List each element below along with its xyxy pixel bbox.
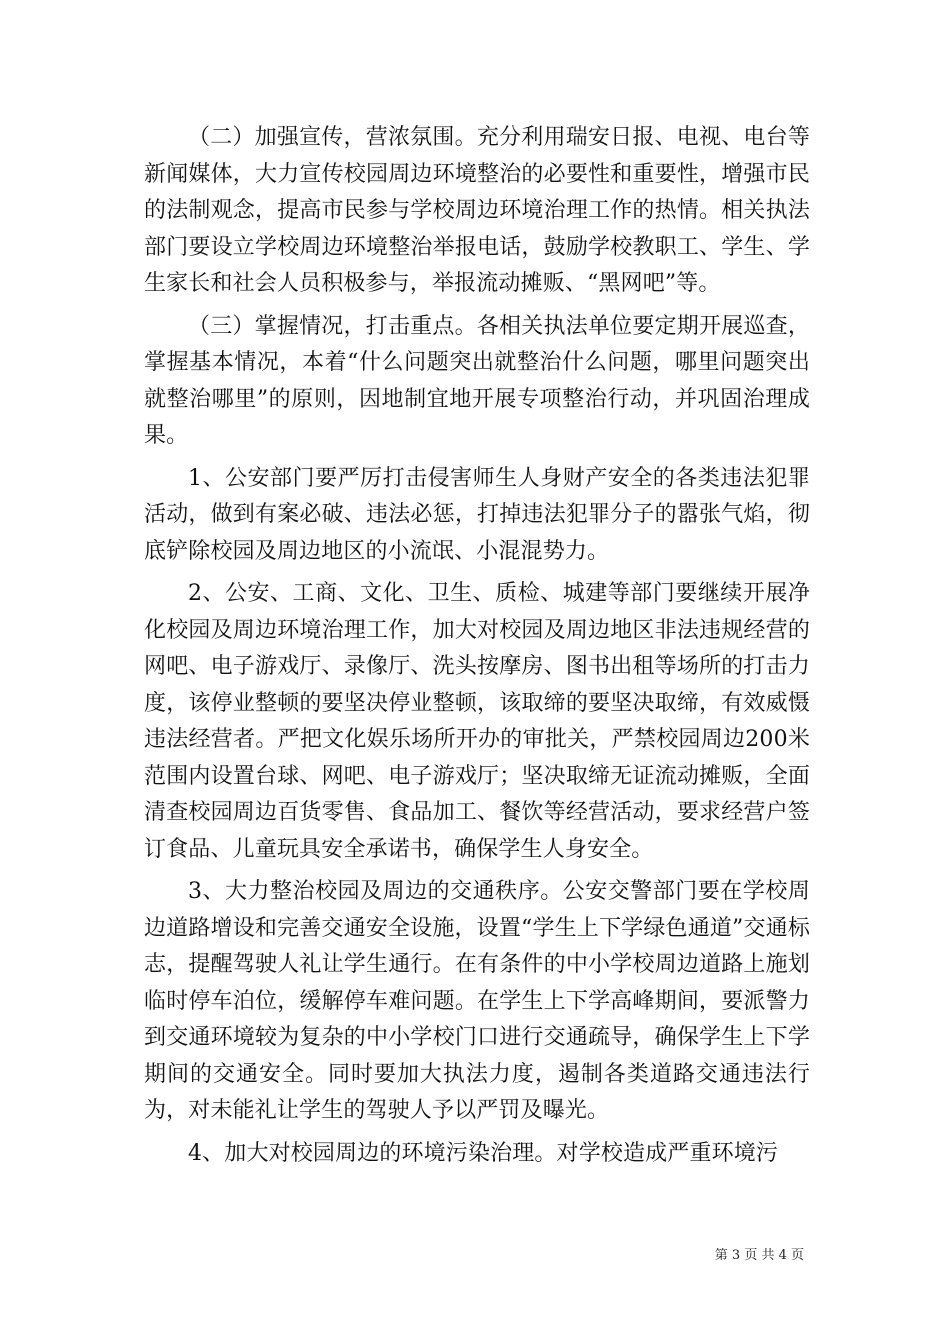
paragraph-item-3-traffic: 3、大力整治校园及周边的交通秩序。公安交警部门要在学校周边道路增设和完善交通安全设施，设置“学生上下学绿色通道”交通标志，提醒驾驶人礼让学生通行。在有条件的中小学校周边道路上施划临时停车泊位，缓解停车难问题。在学生上下学高峰期间，要派警力到交通环境较为复杂的中小学校门口进行交通疏导，确保学生上下学期间的交通安全。同时要加大执法力度，遏制各类道路交通违法行为，对未能礼让学生的驾驶人予以严罚及曝光。 bbox=[144, 879, 810, 1123]
page-number: 第 3 页 共 4 页 bbox=[714, 1248, 804, 1263]
document-body bbox=[144, 120, 810, 1178]
paragraph-item-2-departments: 2、公安、工商、文化、卫生、质检、城建等部门要继续开展净化校园及周边环境治理工作，加大对校园及周边地区非法违规经营的网吧、电子游戏厅、录像厅、洗头按摩房、图书出租等场所的打击力度，该停业整顿的要坚决停业整顿，该取缔的要坚决取缔，有效威慑违法经营者。严把文化娱乐场所开办的审批关，严禁校园周边200米范围内设置台球、网吧、电子游戏厅；坚决取缔无证流动摊贩，全面清查校园周边百货零售、食品加工、餐饮等经营活动，要求经营户签订食品、儿童玩具安全承诺书，确保学生人身安全。 bbox=[144, 581, 810, 862]
paragraph-item-1-police: 1、公安部门要严厉打击侵害师生人身财产安全的各类违法犯罪活动，做到有案必破、违法必惩，打掉违法犯罪分子的嚣张气焰，彻底铲除校园及周边地区的小流氓、小混混势力。 bbox=[144, 465, 810, 564]
paragraph-item-4-pollution: 4、加大对校园周边的环境污染治理。对学校造成严重环境污 bbox=[188, 1140, 779, 1166]
paragraph-situation: （三）掌握情况，打击重点。各相关执法单位要定期开展巡查，掌握基本情况，本着“什么问题突出就整治什么问题，哪里问题突出就整治哪里”的原则，因地制宜地开展专项整治行动，并巩固治理成果。 bbox=[144, 313, 810, 448]
paragraph-publicity: （二）加强宣传，营浓氛围。充分利用瑞安日报、电视、电台等新闻媒体，大力宣传校园周边环境整治的必要性和重要性，增强市民的法制观念，提高市民参与学校周边环境治理工作的热情。相关执法部门要设立学校周边环境整治举报电话，鼓励学校教职工、学生、学生家长和社会人员积极参与，举报流动摊贩、“黑网吧”等。 bbox=[144, 125, 810, 296]
